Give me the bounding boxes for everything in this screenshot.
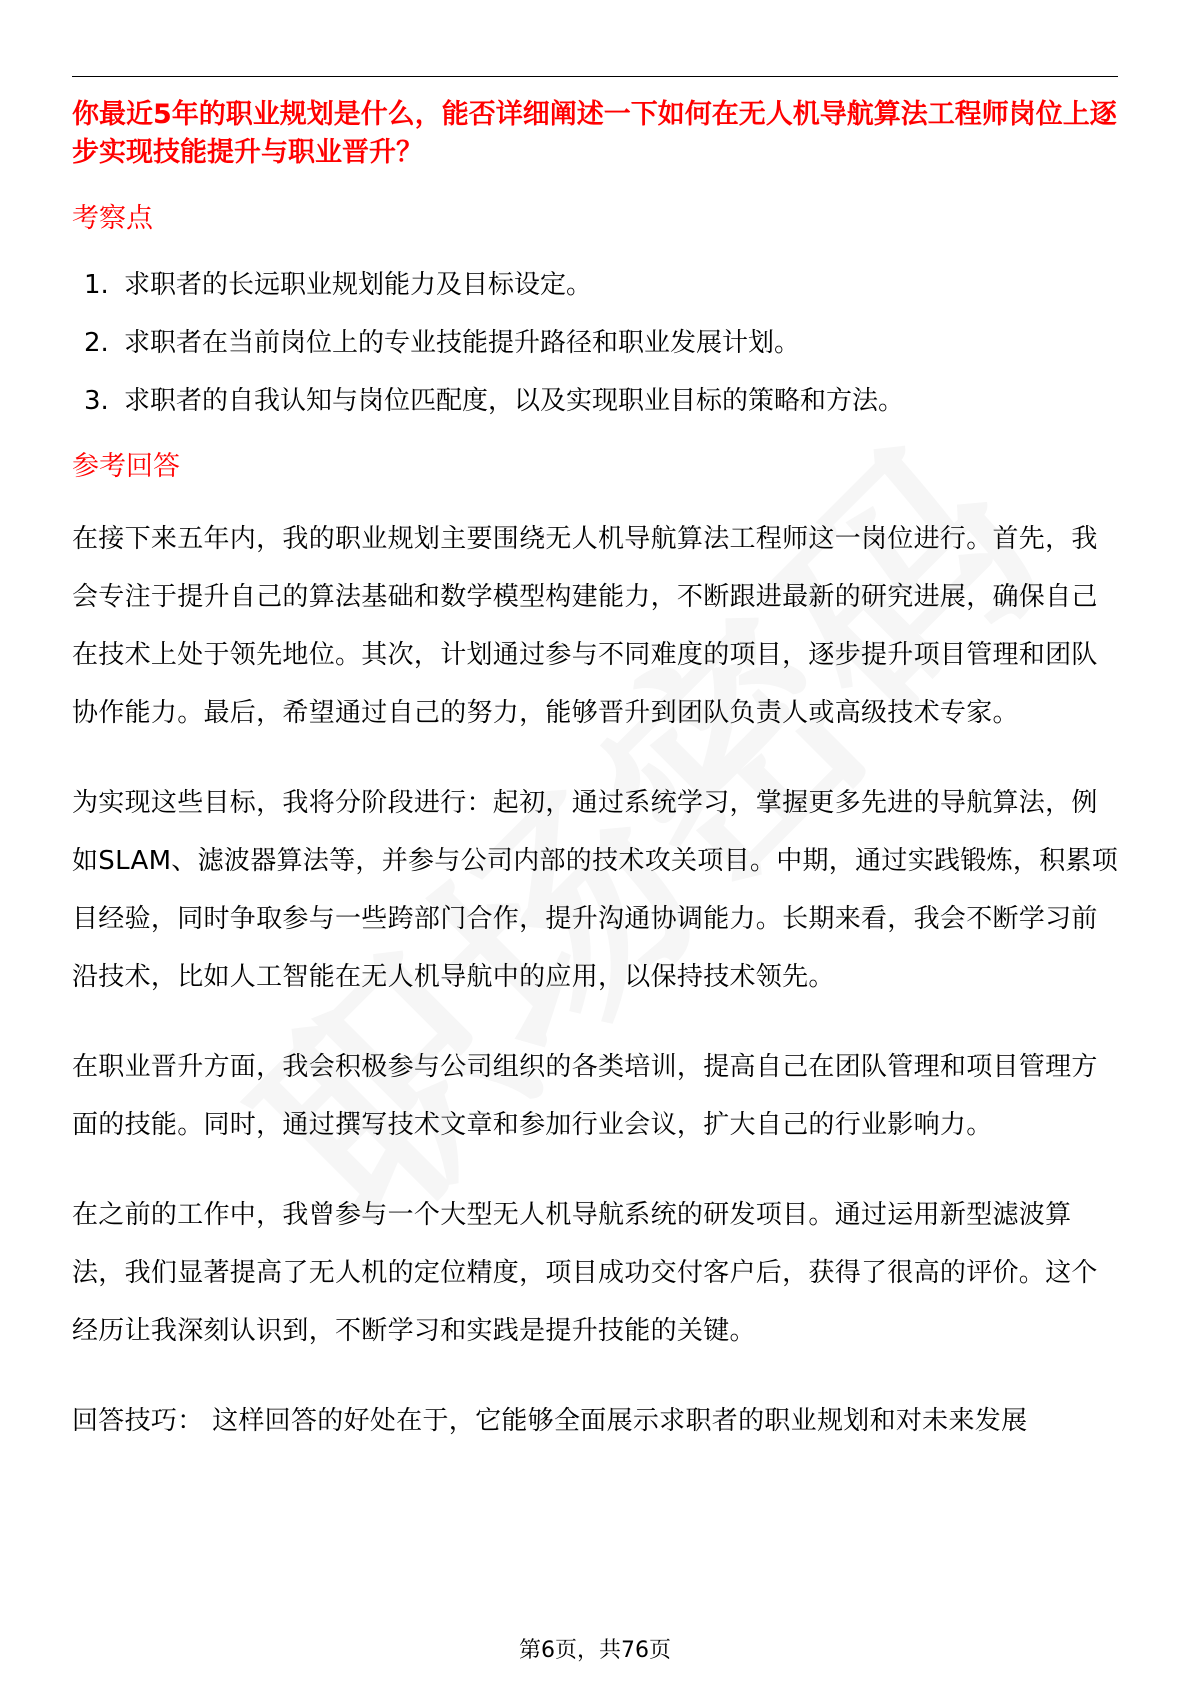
- list-item: [72, 266, 1122, 304]
- answer-paragraph: 在职业晋升方面，我会积极参与公司组织的各类培训，提高自己在团队管理和项目管理方面的技能。同时，通过撰写技术文章和参加行业会议，扩大自己的行业影响力。: [72, 1052, 1098, 1140]
- points-section: [72, 200, 1122, 420]
- answer-section: [72, 448, 1122, 1450]
- list-item-number: 1.: [84, 270, 109, 300]
- points-section-title: 考察点: [72, 203, 153, 234]
- answer-paragraph: 在接下来五年内，我的职业规划主要围绕无人机导航算法工程师这一岗位进行。首先，我会专注于提升自己的算法基础和数学模型构建能力，不断跟进最新的研究进展，确保自己在技术上处于领先地位。其次，计划通过参与不同难度的项目，逐步提升项目管理和团队协作能力。最后，希望通过自己的努力，能够晋升到团队负责人或高级技术专家。: [72, 524, 1098, 728]
- list-item: [72, 382, 1122, 420]
- list-item-number: 3.: [84, 386, 109, 416]
- list-item-text: 求职者的长远职业规划能力及目标设定。: [124, 270, 593, 300]
- page-content: [72, 96, 1122, 1450]
- points-list: [72, 266, 1122, 420]
- answer-paragraph: 为实现这些目标，我将分阶段进行：起初，通过系统学习，掌握更多先进的导航算法，例如SLAM、滤波器算法等，并参与公司内部的技术攻关项目。中期，通过实践锻炼，积累项目经验，同时争取参与一些跨部门合作，提升沟通协调能力。长期来看，我会不断学习前沿技术，比如人工智能在无人机导航中的应用，以保持技术领先。: [72, 788, 1119, 992]
- page-number-footer: 第6页，共76页: [519, 1638, 671, 1663]
- answer-paragraph: 在之前的工作中，我曾参与一个大型无人机导航系统的研发项目。通过运用新型滤波算法，我们显著提高了无人机的定位精度，项目成功交付客户后，获得了很高的评价。这个经历让我深刻认识到，不断学习和实践是提升技能的关键。: [72, 1200, 1098, 1346]
- question-heading: 你最近5年的职业规划是什么，能否详细阐述一下如何在无人机导航算法工程师岗位上逐步实现技能提升与职业晋升？: [72, 99, 1117, 168]
- answer-section-title: 参考回答: [72, 451, 180, 482]
- answer-tips-paragraph: 回答技巧： 这样回答的好处在于，它能够全面展示求职者的职业规划和对未来发展: [72, 1406, 1028, 1436]
- list-item-text: 求职者在当前岗位上的专业技能提升路径和职业发展计划。: [124, 328, 801, 358]
- list-item: [72, 324, 1122, 362]
- list-item-number: 2.: [84, 328, 109, 358]
- list-item-text: 求职者的自我认知与岗位匹配度，以及实现职业目标的策略和方法。: [124, 386, 905, 416]
- top-rule: [72, 76, 1118, 77]
